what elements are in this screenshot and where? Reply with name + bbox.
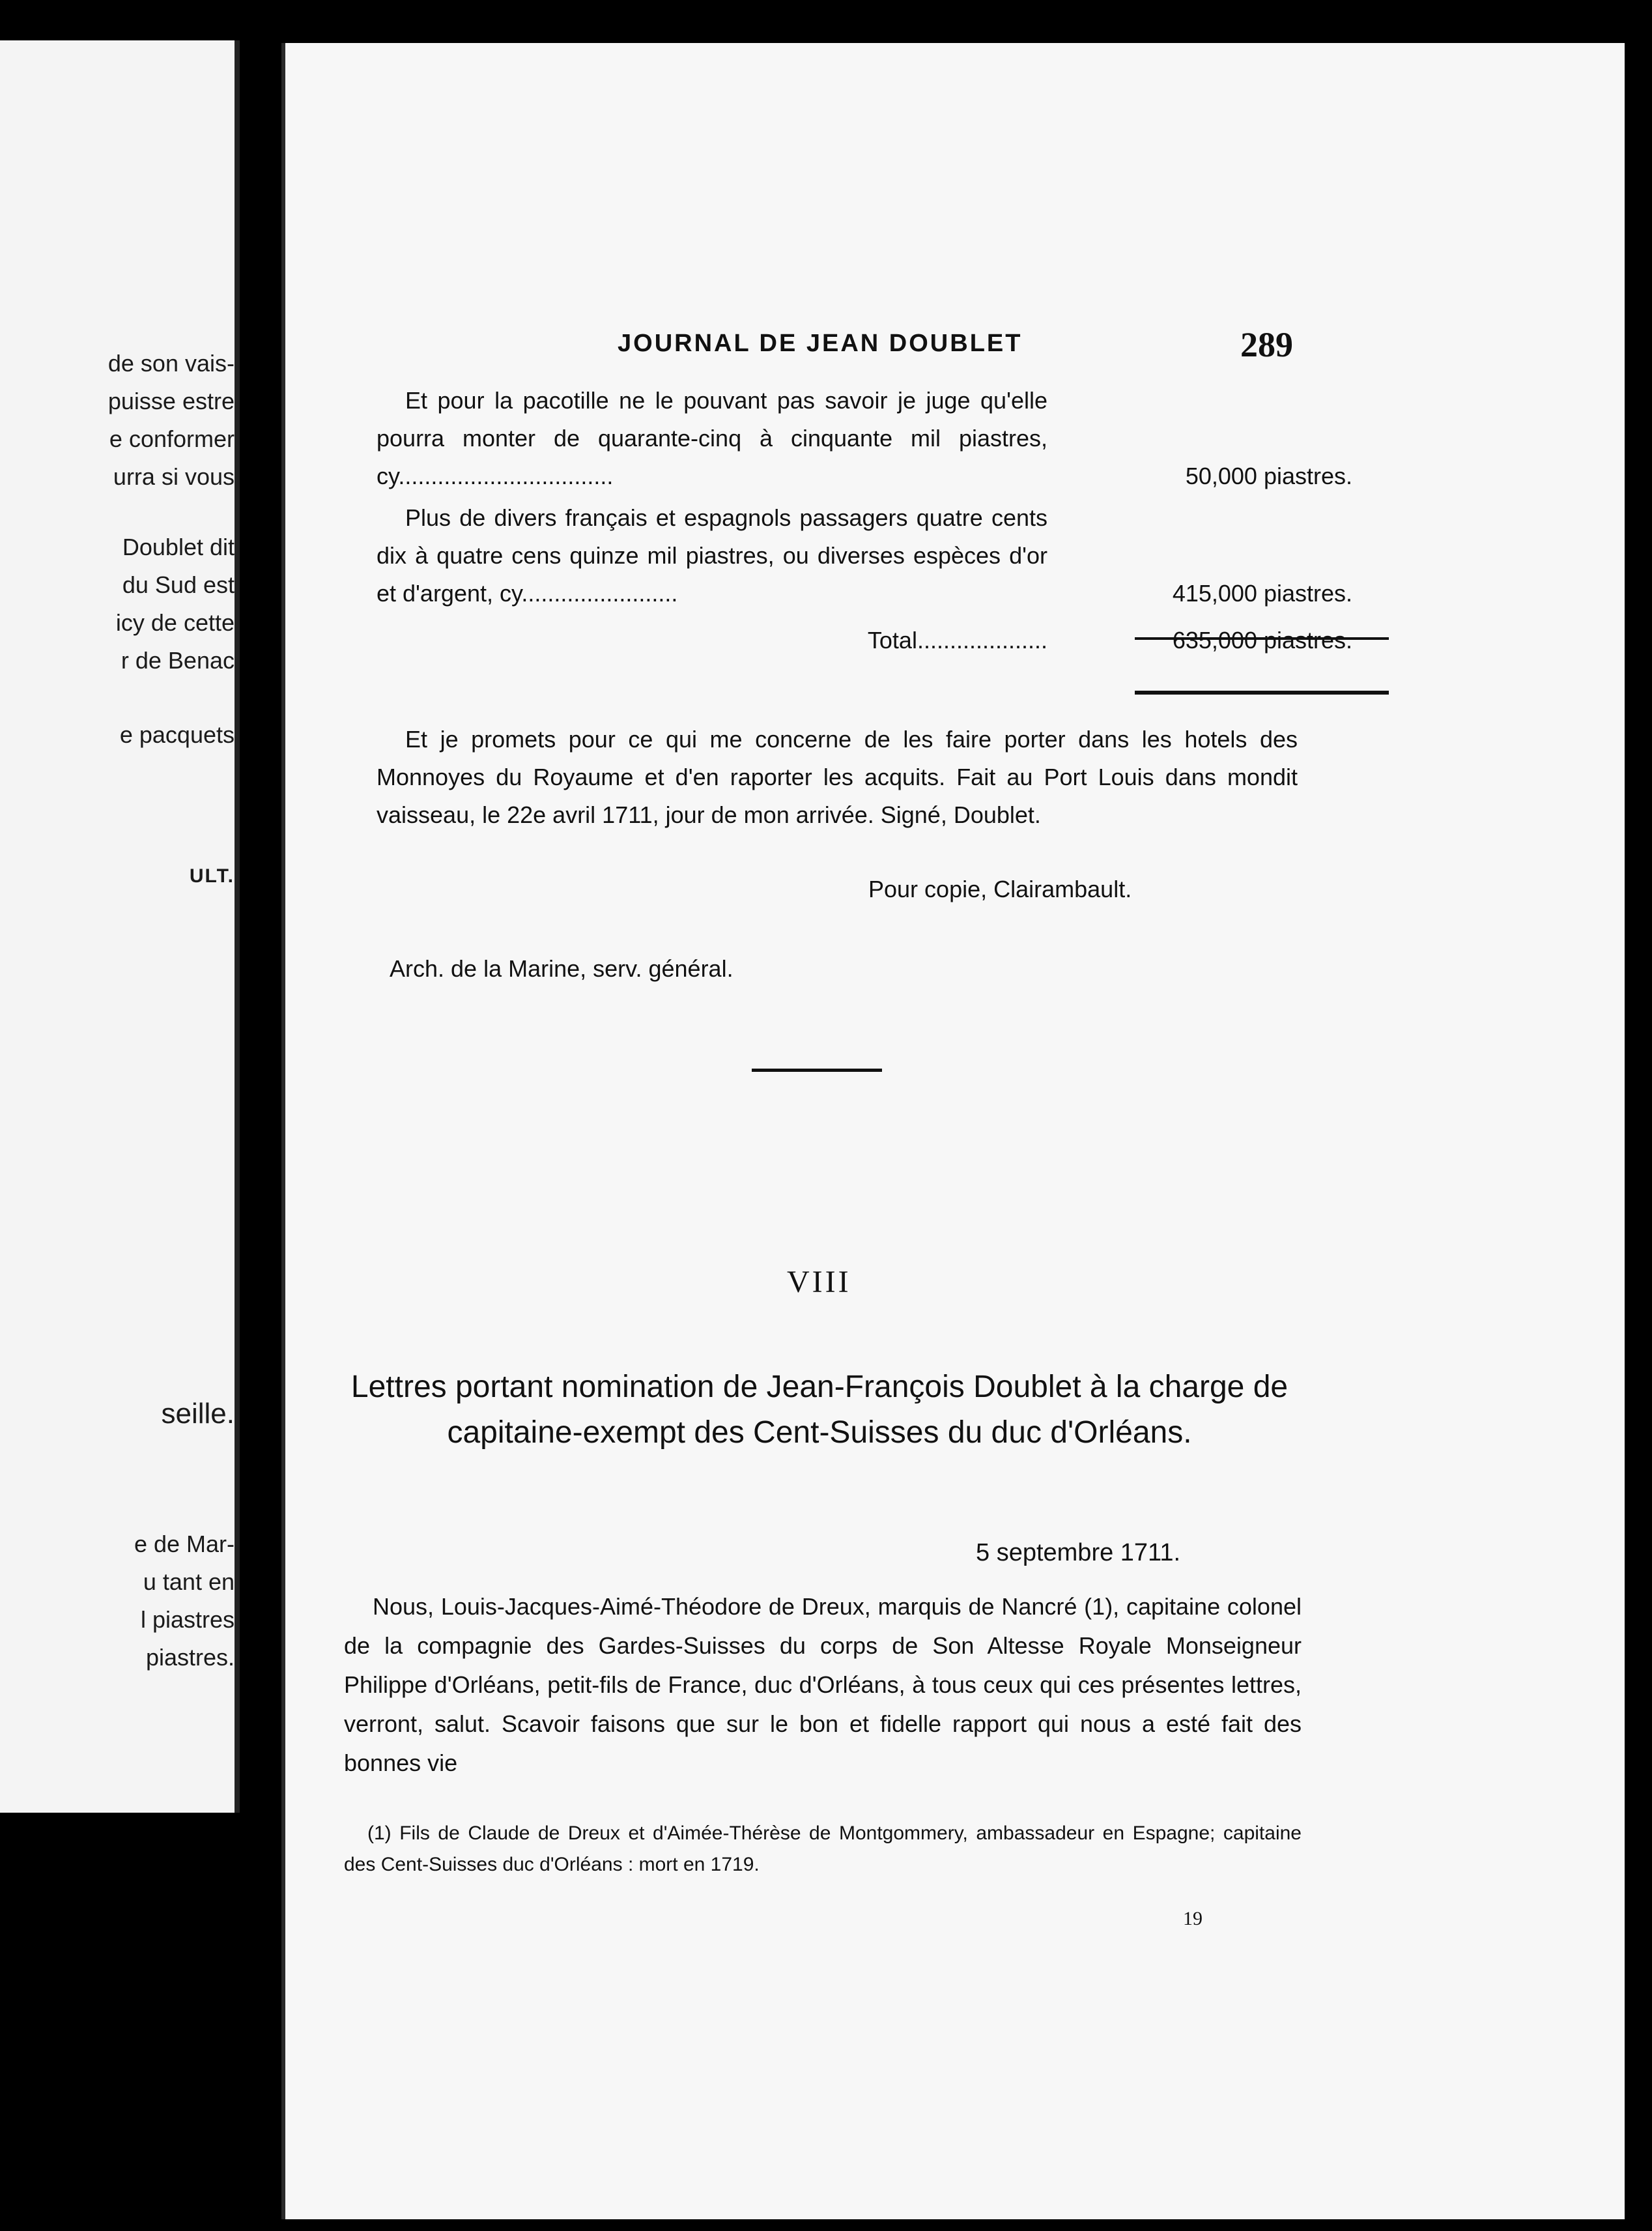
total-rule [1135, 691, 1389, 695]
left-page-line: puisse estre [107, 388, 235, 414]
ledger-entry [377, 382, 1352, 495]
running-title: JOURNAL DE JEAN DOUBLET [618, 330, 1023, 357]
closing-paragraph: Et je promets pour ce qui me concerne de les faire porter dans les hotels des Monnoyes du Royaume et d'en raporter les acquits. Fait au Port Louis dans mondit vaisseau, le 22e avril 1711, jour de mon arrivée. Signé, Doublet. [377, 726, 1298, 828]
ledger-total [377, 622, 1352, 659]
left-page-line: r de Benac [121, 647, 235, 674]
copy-note: Pour copie, Clairambault. [868, 876, 1132, 902]
ledger-entry [377, 499, 1352, 612]
archive-reference: Arch. de la Marine, serv. général. [390, 955, 733, 982]
left-page-fragment [0, 40, 240, 1813]
section-number: VIII [787, 1265, 851, 1299]
left-page-line: l piastres [140, 1606, 235, 1633]
left-page-line: icy de cette [115, 609, 235, 636]
ledger [377, 382, 1354, 659]
book-page [281, 43, 1625, 2219]
left-page-line: piastres. [145, 1644, 235, 1671]
section-title: Lettres portant nomination de Jean-François Doublet à la charge de capitaine-exempt des Cent-Suisses du duc d'Orléans. [350, 1370, 1289, 1450]
page-number: 289 [1240, 325, 1293, 364]
left-page-line: urra si vous [113, 463, 235, 490]
section-divider [752, 1069, 882, 1072]
left-page-line: u tant en [143, 1568, 235, 1595]
ledger-entry-text: Et pour la pacotille ne le pouvant pas savoir je juge qu'elle pourra monter de quarante-cinq à cinquante mil piastres, cy................................. [377, 387, 1047, 489]
footnote: (1) Fils de Claude de Dreux et d'Aimée-Thérèse de Montgommery, ambassadeur en Espagne; capitaine des Cent-Suisses duc d'Orléans : mort en 1719. [344, 1822, 1302, 1875]
ledger-entry-amount: 415,000 piastres. [1172, 580, 1352, 607]
total-label: Total.................... [867, 627, 1047, 654]
ledger-entry-amount: 50,000 piastres. [1185, 463, 1352, 489]
ledger-entry-text: Plus de divers français et espagnols passagers quatre cents dix à quatre cens quinze mil piastres, ou diverses espèces d'or et d'argent, cy........................ [377, 504, 1047, 607]
left-page-line: e de Mar- [134, 1531, 235, 1557]
signature-mark: 19 [1183, 1908, 1203, 1929]
left-page-line: de son vais- [107, 350, 235, 377]
total-amount: 635,000 piastres. [1172, 627, 1352, 654]
left-page-line: seille. [161, 1398, 235, 1430]
left-page-line: e conformer [109, 425, 235, 452]
left-page-line: ULT. [189, 865, 235, 887]
letter-body: Nous, Louis-Jacques-Aimé-Théodore de Dreux, marquis de Nancré (1), capitaine colonel de la compagnie des Gardes-Suisses du corps de Son Altesse Royale Monseigneur Philippe d'Orléans, petit-fils de France, duc d'Orléans, à tous ceux qui ces présentes lettres, verront, salut. Scavoir faisons que sur le bon et fidelle rapport qui nous a esté fait des bonnes vie [344, 1593, 1302, 1776]
left-page-line: e pacquets [119, 721, 235, 748]
left-page-line: Doublet dit [122, 534, 235, 560]
letter-date: 5 septembre 1711. [976, 1539, 1181, 1566]
left-page-line: du Sud est [122, 571, 235, 598]
